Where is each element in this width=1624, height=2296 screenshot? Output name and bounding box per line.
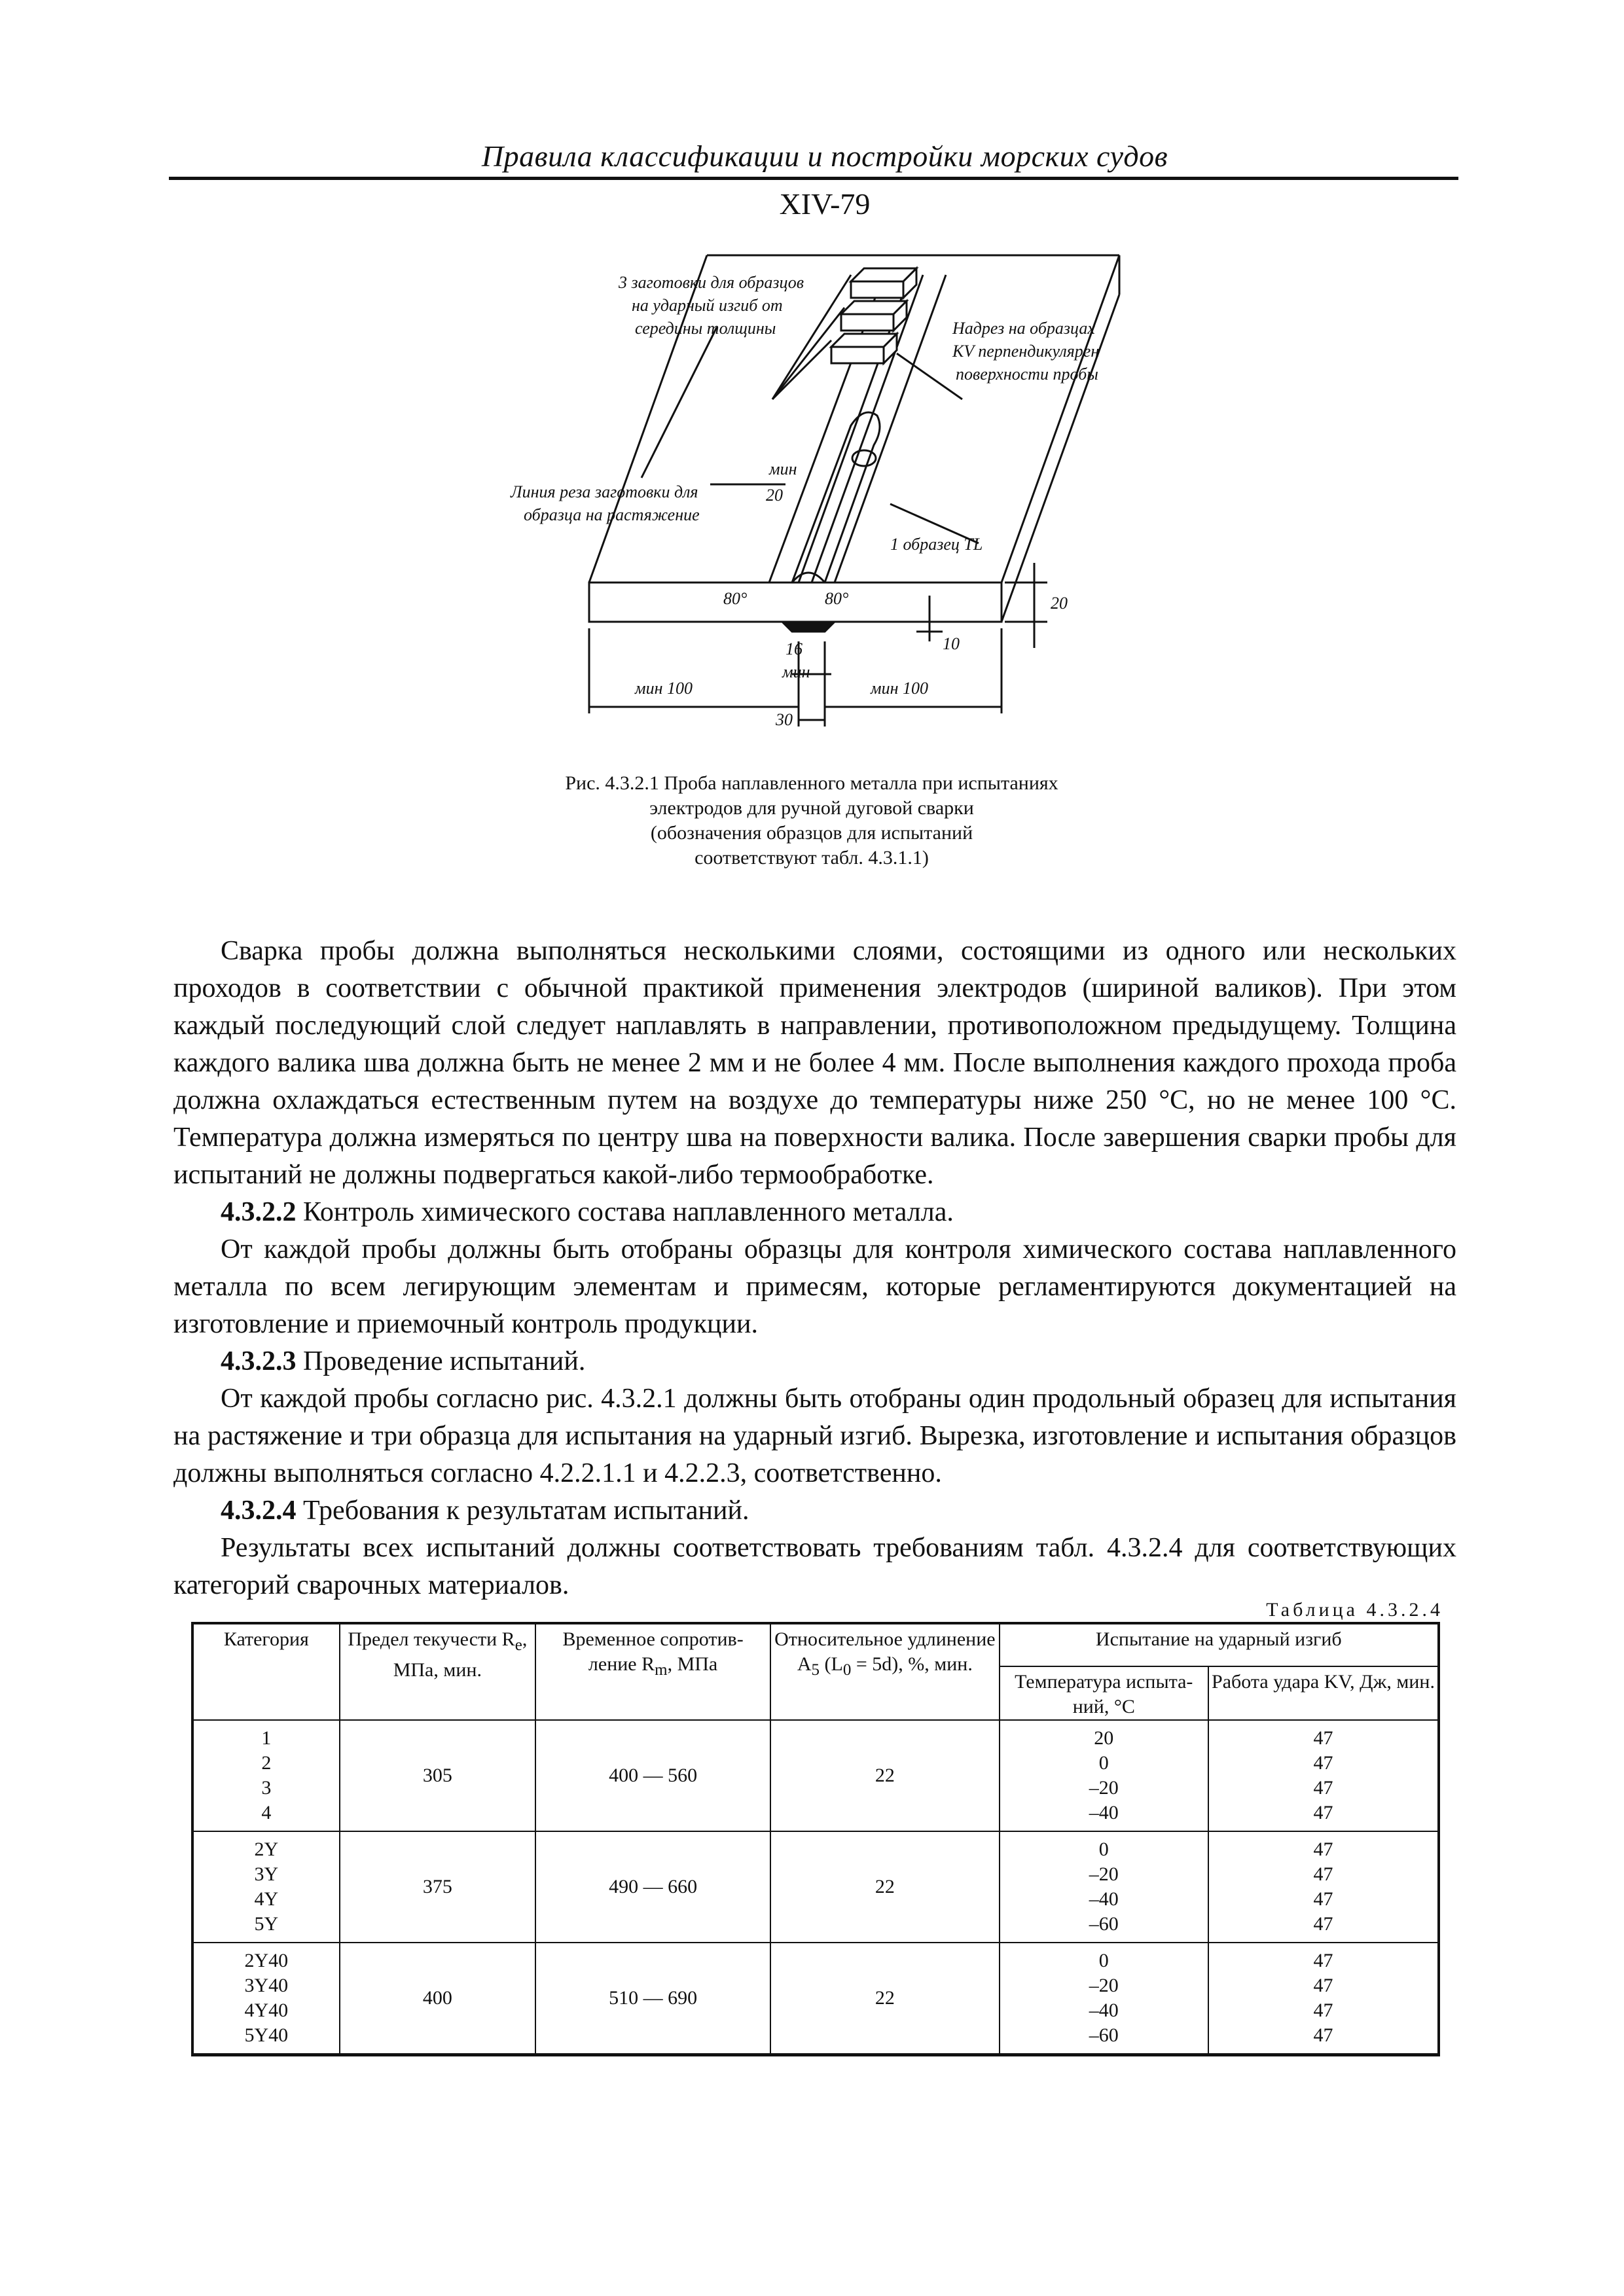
header-category: Категория (192, 1623, 340, 1720)
body-text (173, 933, 1456, 1604)
label-dim-30: 30 (776, 710, 793, 729)
header-impact: Испытание на ударный изгиб (1000, 1623, 1439, 1666)
label-cut-1: Линия реза заготовки для (511, 482, 698, 501)
label-min100-right: мин 100 (871, 679, 928, 698)
label-angle-right: 80° (825, 589, 849, 608)
label-min-mid: мин (782, 662, 810, 681)
table-row (192, 1831, 1439, 1943)
section-number: 4.3.2.2 (221, 1197, 297, 1227)
section-title: Требования к результатам испытаний. (303, 1496, 749, 1526)
header-elongation: Относительное удлинение $A_5$ $(L_0 = 5d)$, %, мин. (770, 1623, 999, 1720)
header-tensile: Временное сопротив-ление $R_m$, МПа (535, 1623, 770, 1720)
paragraph-testing: От каждой пробы согласно рис. 4.3.2.1 должны быть отобраны один продольный образец для испытания на растяжение и три образца для испытания на ударный изгиб. Вырезка, изготовление и испытания образцов должны выполняться согласно 4.2.2.1.1 и 4.2.2.3, соответственно. (173, 1384, 1456, 1488)
cell-categories: 1 2 3 4 (192, 1720, 340, 1831)
label-blanks-2: на ударный изгиб от (632, 296, 783, 315)
label-dim-20-right: 20 (1051, 594, 1068, 613)
weld-test-figure (511, 249, 1152, 733)
page-number: XIV-79 (779, 187, 871, 221)
backing (782, 622, 835, 632)
section-number: 4.3.2.4 (221, 1496, 297, 1526)
paragraph-welding: Сварка пробы должна выполняться несколькими слоями, состоящими из одного или нескольких проходов в соответствии с обычной практикой применения электродов (шириной валиков). При этом каждый последующий слой следует наплавлять в направлении, противоположном предыдущему. Толщина каждого валика шва должна быть не менее 2 мм и не более 4 мм. После выполнения каждого прохода проба должна охлаждаться естественным путем на воздухе до температуры ниже 250 °С, но не менее 100 °С. Температура должна измеряться по центру шва на поверхности валика. После завершения сварки пробы для испытаний не должны подвергаться какой-либо термообработке. (173, 936, 1456, 1190)
section-title: Контроль химического состава наплавленного металла. (303, 1197, 954, 1227)
tensile-specimen (792, 412, 880, 583)
header-yield: Предел текучести $R_e$, МПа, мин. (340, 1623, 535, 1720)
caption-line: соответствуют табл. 4.3.1.1) (695, 847, 929, 869)
cell-energies: 47 47 47 47 (1208, 1831, 1439, 1943)
caption-line: электродов для ручной дуговой сварки (649, 797, 974, 819)
section-title: Проведение испытаний. (303, 1346, 586, 1376)
cell-elongation: 22 (770, 1943, 999, 2055)
section-4-3-2-3 (173, 1343, 1456, 1380)
section-4-3-2-2 (173, 1194, 1456, 1231)
cell-yield: 400 (340, 1943, 535, 2055)
cell-yield: 375 (340, 1831, 535, 1943)
plate-front (589, 583, 1001, 622)
paragraph-results: Результаты всех испытаний должны соответствовать требованиям табл. 4.3.2.4 для соответствующих категорий сварочных материалов. (173, 1533, 1456, 1600)
label-dim-20-top: 20 (766, 486, 783, 505)
weld-bead (792, 573, 825, 583)
cell-temperatures: 0 –20 –40 –60 (1000, 1831, 1208, 1943)
plate-top-right-edge (1001, 255, 1119, 583)
requirements-table (191, 1622, 1440, 2056)
paragraph-chemistry: От каждой пробы должны быть отобраны образцы для контроля химического состава наплавленного металла по всем легирующим элементам и примесям, которые регламентируются документацией на изготовление и приемочный контроль продукции. (173, 1234, 1456, 1339)
caption-line: (обозначения образцов для испытаний (650, 822, 973, 844)
running-title: Правила классификации и постройки морских судов (481, 139, 1168, 173)
cell-elongation: 22 (770, 1720, 999, 1831)
table-row (192, 1720, 1439, 1831)
label-notch-1: Надрез на образцах (952, 319, 1095, 338)
cell-yield: 305 (340, 1720, 535, 1831)
cell-energies: 47 47 47 47 (1208, 1943, 1439, 2055)
cell-categories: 2Y40 3Y40 4Y40 5Y40 (192, 1943, 340, 2055)
label-dim-10: 10 (943, 634, 960, 653)
label-min100-left: мин 100 (635, 679, 693, 698)
label-angle-left: 80° (723, 589, 748, 608)
caption-line: Рис. 4.3.2.1 Проба наплавленного металла при испытаниях (565, 772, 1058, 794)
cell-tensile: 400 — 560 (535, 1720, 770, 1831)
section-4-3-2-4 (173, 1492, 1456, 1530)
cell-energies: 47 47 47 47 (1208, 1720, 1439, 1831)
cell-categories: 2Y 3Y 4Y 5Y (192, 1831, 340, 1943)
label-tl: 1 образец TL (890, 535, 983, 554)
label-notch-2: KV перпендикулярен (952, 342, 1100, 361)
label-blanks-3: середины толщины (635, 319, 776, 338)
figure-caption (511, 771, 1113, 870)
header-rule (169, 177, 1458, 180)
label-cut-2: образца на растяжение (524, 505, 700, 524)
cell-tensile: 490 — 660 (535, 1831, 770, 1943)
label-notch-3: поверхности пробы (956, 365, 1098, 384)
header-temperature: Температура испыта-ний, °С (1000, 1666, 1208, 1720)
table-label: Таблица 4.3.2.4 (1266, 1599, 1443, 1621)
label-dim-16: 16 (785, 639, 803, 658)
header-energy: Работа удара KV, Дж, мин. (1208, 1666, 1439, 1720)
impact-blanks (831, 268, 916, 363)
table-row (192, 1943, 1439, 2055)
cell-tensile: 510 — 690 (535, 1943, 770, 2055)
label-min-top: мин (769, 459, 797, 478)
cell-temperatures: 20 0 –20 –40 (1000, 1720, 1208, 1831)
label-blanks-1: 3 заготовки для образцов (619, 273, 804, 292)
cell-temperatures: 0 –20 –40 –60 (1000, 1943, 1208, 2055)
section-number: 4.3.2.3 (221, 1346, 297, 1376)
cell-elongation: 22 (770, 1831, 999, 1943)
